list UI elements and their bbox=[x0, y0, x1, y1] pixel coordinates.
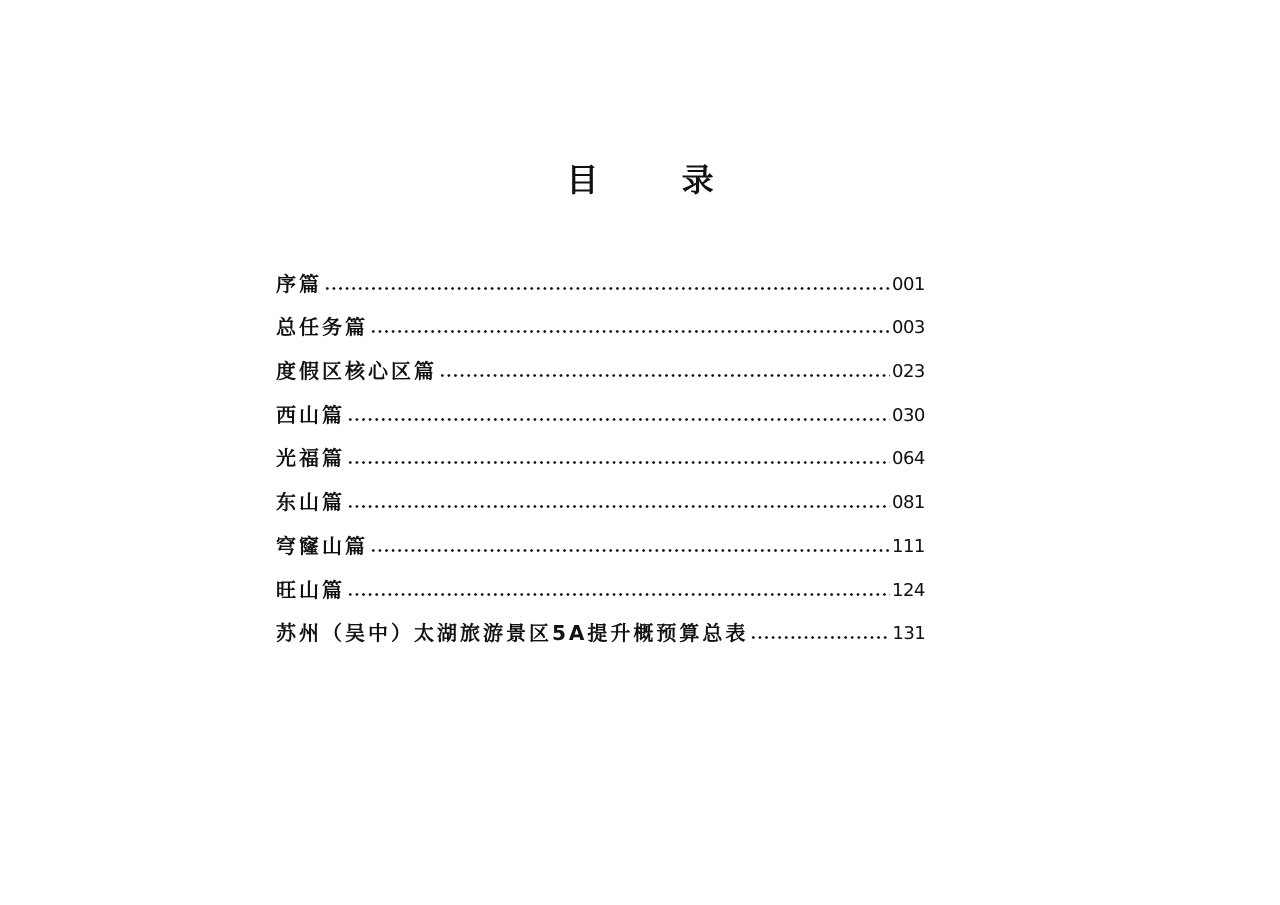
toc-entry-page: 081 bbox=[892, 492, 925, 514]
toc-entry-page: 030 bbox=[892, 404, 925, 426]
toc-entry[interactable] bbox=[276, 482, 956, 526]
toc-entry[interactable] bbox=[276, 439, 956, 483]
toc-entry-page: 001 bbox=[892, 273, 925, 295]
dot-leader bbox=[324, 287, 890, 290]
page-title: 目 录 bbox=[566, 161, 750, 199]
dot-leader bbox=[439, 374, 890, 377]
toc-entry-label: 总任务篇 bbox=[276, 315, 368, 340]
toc-entry[interactable] bbox=[276, 264, 956, 308]
toc-entry-page: 064 bbox=[892, 448, 925, 470]
toc-entry-label: 穹窿山篇 bbox=[276, 533, 368, 558]
toc-entry-label: 度假区核心区篇 bbox=[276, 359, 437, 384]
toc-entry-label: 西山篇 bbox=[276, 402, 345, 427]
toc-entry-label: 序篇 bbox=[276, 271, 322, 296]
toc-entry[interactable] bbox=[276, 351, 956, 395]
toc-entry[interactable] bbox=[276, 570, 956, 614]
toc-entry-page: 003 bbox=[892, 317, 925, 339]
toc-entry-page: 023 bbox=[892, 361, 925, 383]
toc-entry-page: 111 bbox=[892, 535, 925, 557]
toc-entry-page: 124 bbox=[892, 579, 925, 601]
toc-entry-page: 131 bbox=[892, 623, 926, 645]
toc-entry[interactable] bbox=[276, 395, 956, 439]
toc-entry-label: 苏州（吴中）太湖旅游景区5A提升概预算总表 bbox=[276, 621, 749, 646]
dot-leader bbox=[347, 418, 890, 421]
dot-leader bbox=[370, 330, 890, 333]
table-of-contents bbox=[276, 264, 956, 657]
toc-entry[interactable] bbox=[276, 308, 956, 352]
dot-leader bbox=[347, 461, 890, 464]
dot-leader bbox=[750, 636, 890, 639]
dot-leader bbox=[370, 549, 890, 552]
dot-leader bbox=[347, 593, 890, 596]
toc-entry-label: 东山篇 bbox=[276, 490, 345, 515]
toc-entry[interactable] bbox=[276, 614, 956, 658]
toc-entry-label: 旺山篇 bbox=[276, 577, 345, 602]
toc-entry[interactable] bbox=[276, 526, 956, 570]
dot-leader bbox=[347, 505, 890, 508]
toc-entry-label: 光福篇 bbox=[276, 446, 345, 471]
